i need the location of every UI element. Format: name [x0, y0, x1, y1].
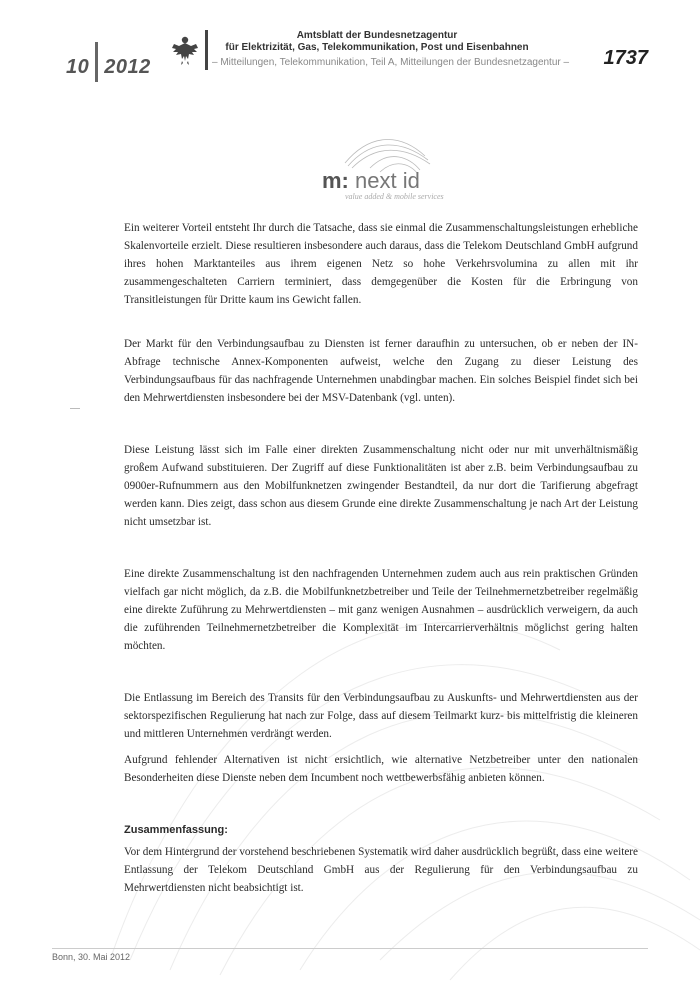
- issue-label: [66, 48, 151, 88]
- paragraph-1: Ein weiterer Vorteil entsteht Ihr durch die Tatsache, dass sie einmal die Zusammenschaltungsleistungen erhebliche Skalenvorteile erzielt. Diese resultieren insbesondere auch daraus, dass die Telekom Deutschland GmbH aufgrund ihres hohen Marktanteiles aus ihrem eigenen Netz so hohe Verkehrsvolumina zu allen mit ihr zusammengeschalteten Carriern terminiert, dass demgegenüber die Kosten für die Erbringung von Transitleistungen für Dritte kaum ins Gewicht fallen.: [124, 222, 638, 306]
- margin-mark: [70, 408, 80, 409]
- issue-number: 10: [66, 56, 90, 79]
- logo-mark: m:: [322, 168, 349, 193]
- paragraph-5: Die Entlassung im Bereich des Transits für den Verbindungsaufbau zu Auskunfts- und Mehrwertdiensten aus der sektorspezifischen Regulierung hat nach zur Folge, dass auf diesem Teilmarkt kurz- bis mittelfristig die kleineren und mittleren Unternehmen verdrängt werden.: [124, 692, 638, 740]
- summary-paragraph: Vor dem Hintergrund der vorstehend beschriebenen Systematik wird daher ausdrücklich begrüßt, dass eine weitere Entlassung der Telekom Deutschland GmbH aus der Regulierung für den Verbindungsaufbau zu Mehrwertdiensten nicht beabsichtigt ist.: [124, 846, 638, 894]
- gazette-title-line-2: für Elektrizität, Gas, Telekommunikation, Post und Eisenbahnen: [225, 41, 529, 53]
- document-body: [124, 219, 638, 897]
- logo-name: next id: [355, 168, 420, 193]
- logo-tagline: value added & mobile services: [345, 192, 444, 201]
- header-divider: [205, 30, 208, 70]
- summary-heading: Zusammenfassung:: [124, 824, 228, 836]
- federal-eagle-icon: [170, 34, 200, 66]
- gazette-title-line-1: Amtsblatt der Bundesnetzagentur: [296, 30, 458, 41]
- issue-divider: [95, 42, 98, 82]
- paragraph-2: Der Markt für den Verbindungsaufbau zu Diensten ist ferner daraufhin zu untersuchen, ob er neben der IN-Abfrage technische Annex-Komponenten aufweist, welche den Zugang zu dieser Leistung des Verbindungsaufbaus für das nachfragende Unternehmen unabdingbar machen. Ein solches Beispiel findet sich bei den Mehrwertdiensten insbesondere bei der MSV-Datenbank (vgl. unten).: [124, 338, 638, 404]
- issue-year: 2012: [104, 56, 151, 79]
- footer-divider: [52, 948, 648, 949]
- paragraph-6: Aufgrund fehlender Alternativen ist nicht ersichtlich, wie alternative Netzbetreiber unter den nationalen Besonderheiten diese Dienste neben dem Incumbent noch wettbewerbsfähig anbieten können.: [124, 754, 638, 784]
- paragraph-4: Eine direkte Zusammenschaltung ist den nachfragenden Unternehmen zudem auch aus rein praktischen Gründen vielfach gar nicht möglich, da z.B. die Mobilfunknetzbetreiber und Teile der Teilnehmernetzbetreiber regelmäßig eine direkte Zuführung zu Mehrwertdiensten – mit ganz wenigen Ausnahmen – ausdrücklich verweigern, da auch die zuführenden Teilnehmernetzbetreiber die Komplexität im Intercarrierverhältnis möglichst gering halten möchten.: [124, 568, 638, 652]
- paragraph-3: Diese Leistung lässt sich im Falle einer direkten Zusammenschaltung nicht oder nur mit unverhältnismäßig großem Aufwand substituieren. Der Zugriff auf diese Funktionalitäten ist aber z.B. beim Verbindungsaufbau zu 0900er-Rufnummern aus den Mobilfunknetzen zwingender Bestandteil, da nur dort die Tarifierung abgefragt werden kann. Dies zeigt, dass schon aus diesem Grunde eine direkte Zusammenschaltung je nach Art der Leistung nicht umsetzbar ist.: [124, 444, 638, 528]
- gazette-subtitle: – Mitteilungen, Telekommunikation, Teil A, Mitteilungen der Bundesnetzagentur –: [212, 57, 570, 68]
- page-number: 1737: [603, 47, 648, 69]
- company-logo: [322, 168, 472, 194]
- footer-date: Bonn, 30. Mai 2012: [52, 952, 131, 962]
- gazette-title: [212, 30, 542, 53]
